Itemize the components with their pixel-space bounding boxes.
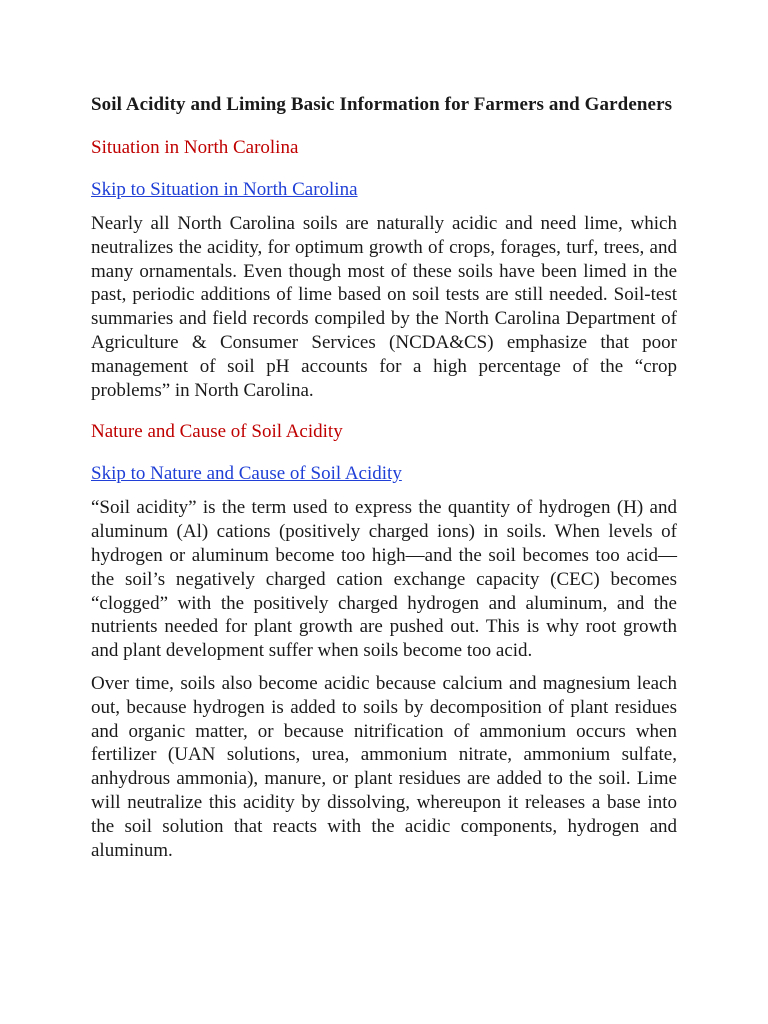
paragraph-situation: Nearly all North Carolina soils are naturally acidic and need lime, which neutralizes the acidity, for optimum growth of crops, forages, turf, trees, and many ornamentals. Even though most of these soils have been limed in the past, periodic additions of lime based on soil tests are still needed. Soil-test summaries and field records compiled by the North Carolina Department of Agriculture & Consumer Services (NCDA&CS) emphasize that poor management of soil pH accounts for a high percentage of the “crop problems” in North Carolina.: [91, 213, 677, 401]
paragraph-soil-acidity-causes: Over time, soils also become acidic because calcium and magnesium leach out, because hydrogen is added to soils by decomposition of plant residues and organic matter, or because nitrification of ammonium occurs when fertilizer (UAN solutions, urea, ammonium nitrate, ammonium sulfate, anhydrous ammonia), manure, or plant residues are added to the soil. Lime will neutralize this acidity by dissolving, whereupon it releases a base into the soil solution that reacts with the acidic components, hydrogen and aluminum.: [91, 672, 677, 861]
paragraph-soil-acidity-definition: “Soil acidity” is the term used to express the quantity of hydrogen (H) and aluminum (Al) cations (positively charged ions) in soils. When levels of hydrogen or aluminum become too high—and the soil becomes too acid—the soil’s negatively charged cation exchange capacity (CEC) becomes “clogged” with the positively charged hydrogen and aluminum, and the nutrients needed for plant growth are pushed out. This is why root growth and plant development suffer when soils become too acid.: [91, 497, 677, 662]
document-page: [91, 93, 677, 880]
skip-link-nature-cause[interactable]: Skip to Nature and Cause of Soil Acidity: [91, 463, 402, 485]
document-title: Soil Acidity and Liming Basic Information for Farmers and Gardeners: [91, 94, 673, 115]
skip-link-situation[interactable]: Skip to Situation in North Carolina: [91, 179, 358, 200]
section-heading-nature-cause: Nature and Cause of Soil Acidity: [91, 421, 343, 443]
section-heading-situation: Situation in North Carolina: [91, 137, 299, 158]
